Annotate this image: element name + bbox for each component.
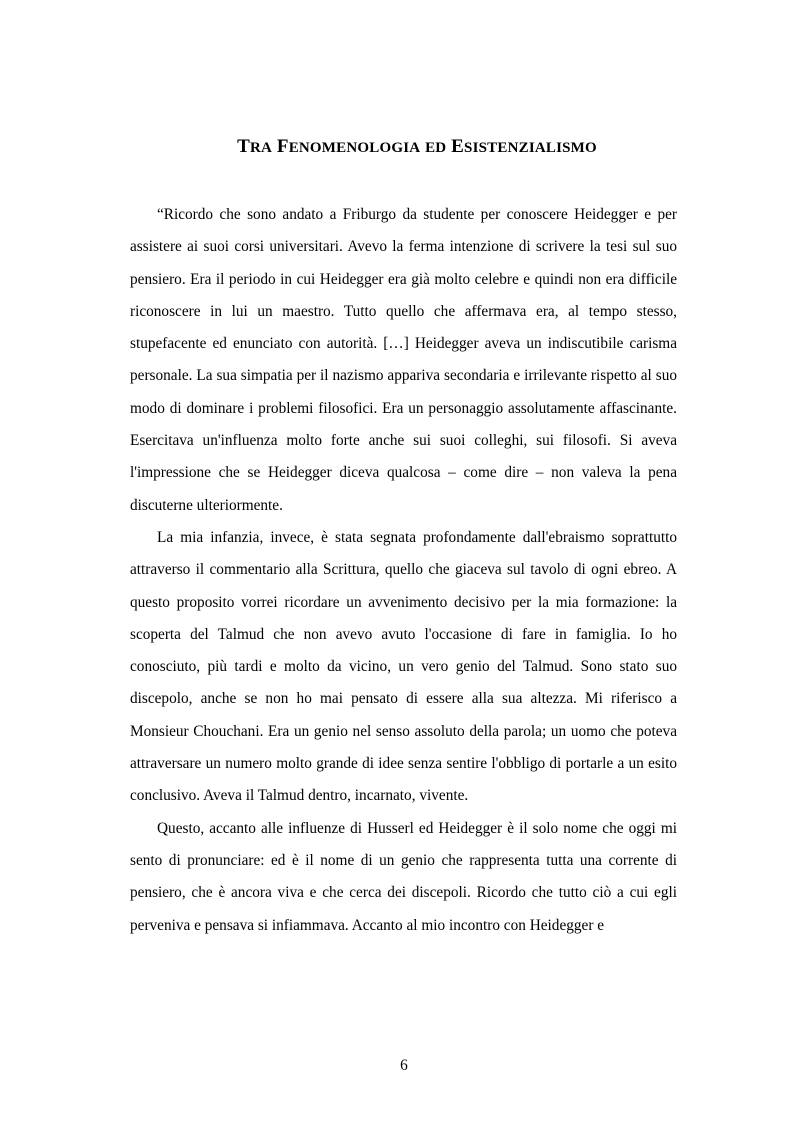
title-word: FENOMENOLOGIA [276,136,421,157]
title-word: TRA [237,136,273,157]
body-text [130,199,677,942]
paragraph: La mia infanzia, invece, è stata segnata profondamente dall'ebraismo soprattutto attraverso il commentario alla Scrittura, quello che giaceva sul tavolo di ogni ebreo. A questo proposito vorrei ricordare un avvenimento decisivo per la mia formazione: la scoperta del Talmud che non avevo avuto l'occasione di fare in famiglia. Io ho conosciuto, più tardi e molto da vicino, un vero genio del Talmud. Sono stato suo discepolo, anche se non ho mai pensato di essere alla sua altezza. Mi riferisco a Monsieur Chouchani. Era un genio nel senso assoluto della parola; un uomo che poteva attraversare un numero molto grande di idee senza sentire l'obbligo di portarle a un esito conclusivo. Aveva il Talmud dentro, incarnato, vivente. [130,528,677,805]
chapter-title [0,136,793,159]
paragraph: “Ricordo che sono andato a Friburgo da studente per conoscere Heidegger e per assistere ai suoi corsi universitari. Avevo la ferma intenzione di scrivere la tesi sul suo pensiero. Era il periodo in cui Heidegger era già molto celebre e quindi non era difficile riconoscere in lui un maestro. Tutto quello che affermava era, al tempo stesso, stupefacente ed enunciato con autorità. […] Heidegger aveva un indiscutibile carisma personale. La sua simpatia per il nazismo appariva secondaria e irrilevante rispetto al suo modo di dominare i problemi filosofici. Era un personaggio assolutamente affascinante. Esercitava un'influenza molto forte anche sui suoi colleghi, sui filosofi. Si aveva l'impressione che se Heidegger diceva qualcosa – come dire – non valeva la pena discuterne ulteriormente. [130,206,677,514]
page-number: 6 [400,1057,408,1074]
paragraph: Questo, accanto alle influenze di Husserl ed Heidegger è il solo nome che oggi mi sento di pronunciare: ed è il nome di un genio che rappresenta tutta una corrente di pensiero, che è ancora viva e che cerca dei discepoli. Ricordo che tutto ciò a cui egli perveniva e pensava si infiammava. Accanto al mio incontro con Heidegger e [130,819,677,934]
title-word: ED [425,140,447,156]
title-word: ESISTENZIALISMO [451,136,597,157]
